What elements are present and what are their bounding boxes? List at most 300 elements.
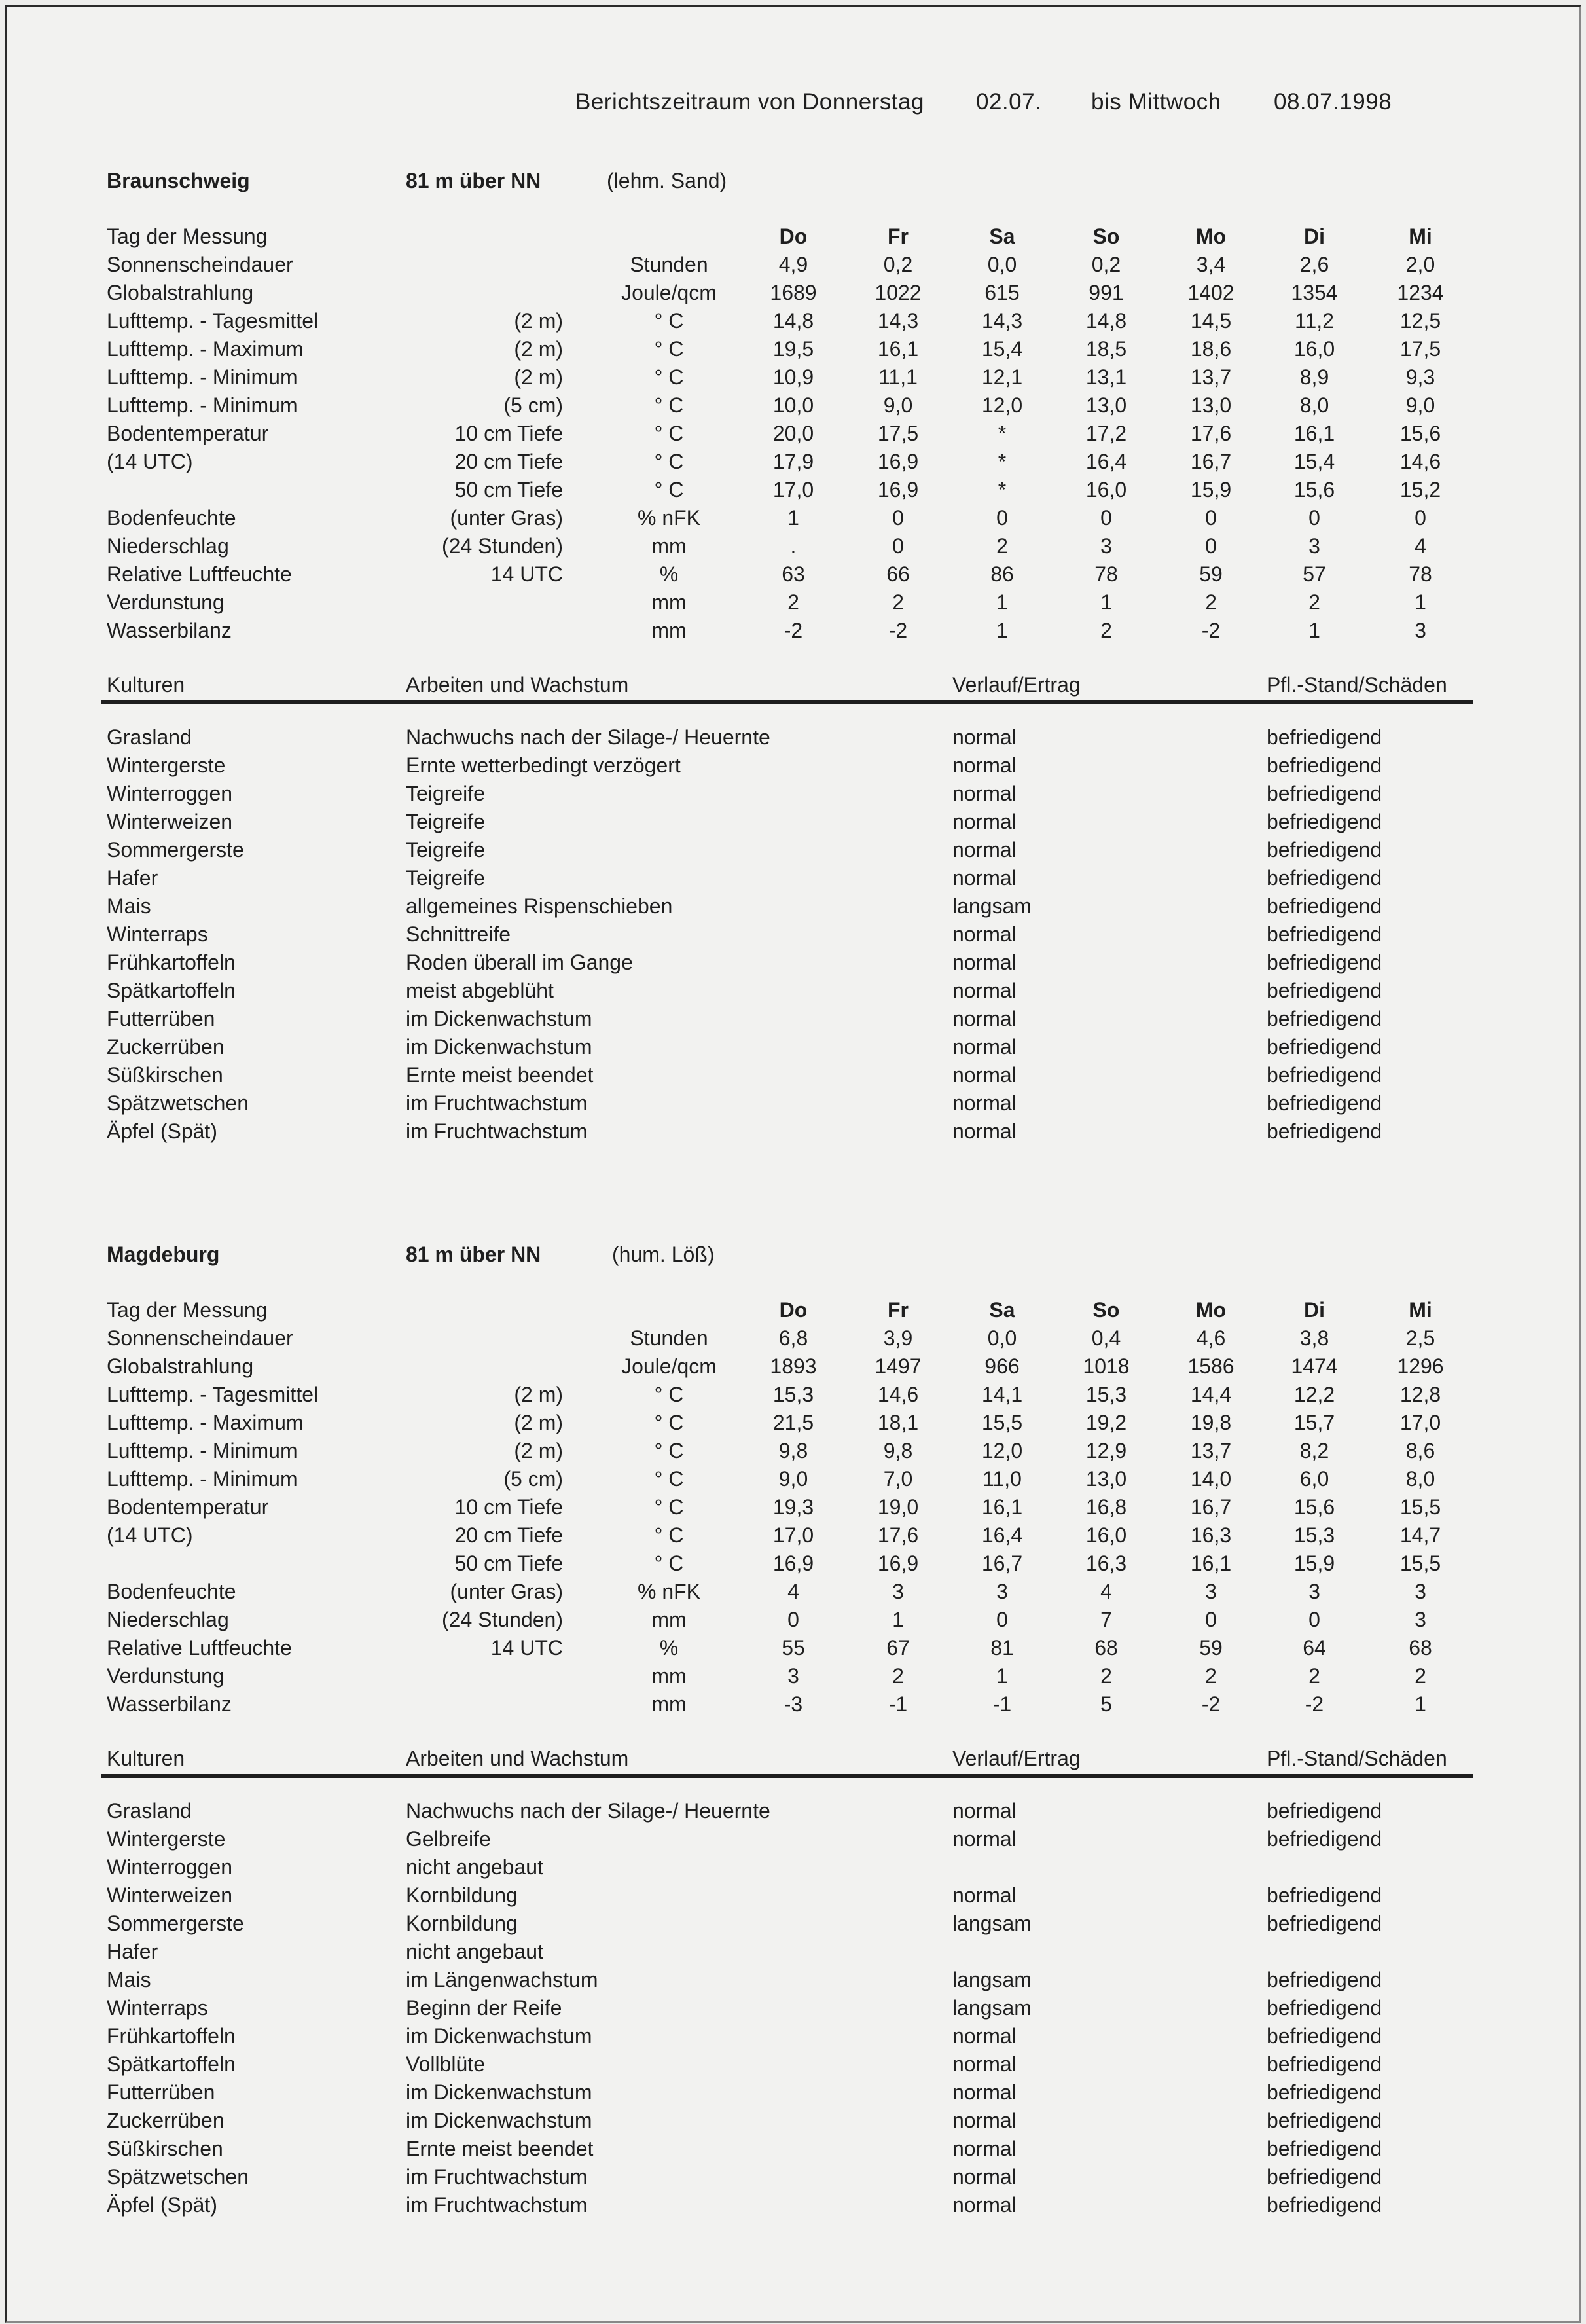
measurement-label: Lufttemp. - Minimum	[107, 1467, 298, 1491]
measurement-qualifier: (5 cm)	[503, 1467, 563, 1491]
crop-state: befriedigend	[1267, 782, 1382, 805]
measurement-value: 1	[996, 590, 1008, 614]
measurement-value: 12,2	[1293, 1383, 1335, 1406]
measurement-qualifier: (2 m)	[514, 1383, 563, 1406]
crop-work: Beginn der Reife	[406, 1996, 562, 2020]
measurement-value: -2	[1201, 619, 1221, 642]
measurement-value: 15,2	[1399, 478, 1441, 501]
days-label: Tag der Messung	[107, 1298, 268, 1322]
measurement-value: 14,8	[772, 309, 814, 333]
measurement-value: 0,0	[987, 253, 1017, 276]
measurement-unit: %	[659, 1636, 679, 1660]
measurement-value: 14,0	[1190, 1467, 1232, 1491]
measurement-value: 16,7	[1190, 450, 1232, 473]
measurement-value: 3	[1415, 619, 1426, 642]
measurement-qualifier: (2 m)	[514, 337, 563, 361]
measurement-qualifier: 20 cm Tiefe	[454, 450, 563, 473]
measurement-value: 1497	[874, 1354, 922, 1378]
measurement-value: 1	[892, 1608, 904, 1631]
measurement-value: -1	[992, 1692, 1012, 1716]
measurement-label: Bodentemperatur	[107, 1495, 269, 1519]
crop-state: befriedigend	[1267, 894, 1382, 918]
crop-progress: normal	[952, 2137, 1017, 2160]
measurement-value: 14,6	[877, 1383, 919, 1406]
measurement-value: 17,0	[772, 1523, 814, 1547]
crop-work: im Fruchtwachstum	[406, 1091, 588, 1115]
measurement-label: Lufttemp. - Minimum	[107, 1439, 298, 1462]
crop-work: im Dickenwachstum	[406, 2109, 592, 2132]
measurement-value: 15,4	[981, 337, 1023, 361]
measurement-label: (14 UTC)	[107, 1523, 193, 1547]
measurement-value: 67	[886, 1636, 910, 1660]
day-header: Sa	[989, 1298, 1015, 1322]
measurement-value: 17,9	[772, 450, 814, 473]
measurement-value: 12,0	[981, 1439, 1023, 1462]
measurement-value: 59	[1199, 562, 1223, 586]
crop-state: befriedigend	[1267, 1968, 1382, 1991]
measurement-label: Bodenfeuchte	[107, 1580, 236, 1603]
measurement-value: 0	[1308, 1608, 1320, 1631]
crop-header-rule	[101, 1774, 1473, 1778]
measurement-unit: Stunden	[630, 253, 708, 276]
measurement-value: 0	[892, 534, 904, 558]
measurement-value: 16,3	[1085, 1552, 1127, 1575]
measurement-unit: % nFK	[637, 506, 701, 530]
measurement-label: Niederschlag	[107, 1608, 229, 1631]
crop-state: befriedigend	[1267, 1996, 1382, 2020]
crop-work: im Fruchtwachstum	[406, 2193, 588, 2217]
measurement-value: 17,0	[772, 478, 814, 501]
measurement-value: 13,7	[1190, 365, 1232, 389]
day-header: Mi	[1409, 225, 1432, 248]
station-name: Braunschweig	[107, 169, 250, 192]
measurement-unit: ° C	[654, 1383, 684, 1406]
measurement-label: Bodenfeuchte	[107, 506, 236, 530]
measurement-unit: mm	[651, 619, 687, 642]
crop-name: Äpfel (Spät)	[107, 2193, 217, 2217]
measurement-value: 0,4	[1091, 1326, 1121, 1350]
measurement-value: -2	[888, 619, 908, 642]
measurement-value: 8,9	[1299, 365, 1329, 389]
crop-progress: langsam	[952, 1968, 1032, 1991]
measurement-value: 19,2	[1085, 1411, 1127, 1434]
crop-name: Zuckerrüben	[107, 1035, 225, 1059]
measurement-label: Niederschlag	[107, 534, 229, 558]
measurement-value: 11,0	[982, 1467, 1022, 1491]
measurement-value: 2	[1100, 1664, 1112, 1688]
crop-work: Nachwuchs nach der Silage-/ Heuernte	[406, 725, 770, 749]
measurement-value: 16,1	[1190, 1552, 1232, 1575]
crop-name: Winterroggen	[107, 1855, 233, 1879]
crop-state: befriedigend	[1267, 2109, 1382, 2132]
day-header: Sa	[989, 225, 1015, 248]
measurement-value: 2	[892, 1664, 904, 1688]
crop-name: Wintergerste	[107, 1827, 226, 1851]
crop-header-progress: Verlauf/Ertrag	[952, 673, 1081, 697]
days-label: Tag der Messung	[107, 225, 268, 248]
measurement-value: 63	[782, 562, 805, 586]
crop-state: befriedigend	[1267, 753, 1382, 777]
crop-name: Grasland	[107, 1799, 192, 1823]
measurement-value: 3,9	[883, 1326, 913, 1350]
measurement-value: 2,6	[1299, 253, 1329, 276]
measurement-value: 16,7	[1190, 1495, 1232, 1519]
measurement-value: 7	[1100, 1608, 1112, 1631]
measurement-unit: ° C	[654, 1552, 684, 1575]
measurement-value: -2	[1305, 1692, 1324, 1716]
crop-work: im Dickenwachstum	[406, 2080, 592, 2104]
crop-name: Futterrüben	[107, 2080, 215, 2104]
measurement-value: -2	[784, 619, 803, 642]
crop-name: Zuckerrüben	[107, 2109, 225, 2132]
crop-name: Spätzwetschen	[107, 2165, 249, 2188]
measurement-value: 0	[1308, 506, 1320, 530]
period-to-date: 08.07.1998	[1274, 89, 1392, 115]
measurement-value: 14,7	[1399, 1523, 1441, 1547]
day-header: So	[1092, 1298, 1120, 1322]
measurement-value: -1	[888, 1692, 908, 1716]
crop-state: befriedigend	[1267, 2080, 1382, 2104]
measurement-value: 1	[1415, 1692, 1426, 1716]
measurement-value: 4,9	[778, 253, 808, 276]
measurement-value: -3	[784, 1692, 803, 1716]
crop-work: im Dickenwachstum	[406, 1007, 592, 1030]
crop-work: im Längenwachstum	[406, 1968, 598, 1991]
measurement-value: 12,1	[981, 365, 1023, 389]
measurement-qualifier: (2 m)	[514, 1411, 563, 1434]
measurement-unit: Stunden	[630, 1326, 708, 1350]
measurement-unit: ° C	[654, 450, 684, 473]
measurement-value: 2	[1415, 1664, 1426, 1688]
measurement-qualifier: 50 cm Tiefe	[454, 478, 563, 501]
crop-progress: normal	[952, 782, 1017, 805]
station-altitude: 81 m über NN	[406, 169, 541, 192]
station-soil-type: (hum. Löß)	[612, 1243, 715, 1266]
measurement-unit: ° C	[654, 1495, 684, 1519]
crop-work: Schnittreife	[406, 922, 511, 946]
crop-progress: normal	[952, 922, 1017, 946]
crop-work: Kornbildung	[406, 1912, 518, 1935]
crop-name: Sommergerste	[107, 838, 244, 862]
measurement-value: 16,9	[877, 478, 919, 501]
measurement-value: 1474	[1291, 1354, 1338, 1378]
crop-progress: normal	[952, 725, 1017, 749]
measurement-value: 1	[1100, 590, 1112, 614]
crop-progress: normal	[952, 866, 1017, 890]
measurement-value: 1	[787, 506, 799, 530]
day-header: Mi	[1409, 1298, 1432, 1322]
measurement-value: 86	[990, 562, 1014, 586]
measurement-value: 9,8	[778, 1439, 808, 1462]
crop-progress: normal	[952, 1827, 1017, 1851]
crop-progress: langsam	[952, 894, 1032, 918]
measurement-value: 16,0	[1085, 1523, 1127, 1547]
measurement-value: 68	[1094, 1636, 1118, 1660]
measurement-value: 13,0	[1085, 393, 1127, 417]
measurement-value: 0	[1205, 506, 1217, 530]
measurement-unit: ° C	[654, 1411, 684, 1434]
measurement-value: 0	[787, 1608, 799, 1631]
measurement-value: 17,2	[1085, 422, 1127, 445]
measurement-value: 0	[1415, 506, 1426, 530]
crop-name: Winterweizen	[107, 810, 233, 833]
crop-state: befriedigend	[1267, 1827, 1382, 1851]
crop-work: im Fruchtwachstum	[406, 2165, 588, 2188]
measurement-label: Verdunstung	[107, 590, 225, 614]
measurement-value: 15,5	[1399, 1552, 1441, 1575]
crop-work: im Fruchtwachstum	[406, 1119, 588, 1143]
crop-state: befriedigend	[1267, 810, 1382, 833]
measurement-value: 2	[892, 590, 904, 614]
crop-name: Hafer	[107, 1940, 158, 1963]
measurement-value: 0,0	[987, 1326, 1017, 1350]
measurement-value: 4	[1415, 534, 1426, 558]
measurement-value: 4	[1100, 1580, 1112, 1603]
measurement-value: 12,0	[981, 393, 1023, 417]
crop-work: Vollblüte	[406, 2052, 485, 2076]
measurement-label: Globalstrahlung	[107, 1354, 254, 1378]
crop-work: nicht angebaut	[406, 1940, 543, 1963]
measurement-value: 9,3	[1405, 365, 1435, 389]
crop-header-crop: Kulturen	[107, 673, 185, 697]
crop-progress: langsam	[952, 1996, 1032, 2020]
day-header: Fr	[888, 1298, 909, 1322]
measurement-unit: ° C	[654, 1439, 684, 1462]
measurement-value: 16,1	[877, 337, 919, 361]
measurement-value: 8,0	[1299, 393, 1329, 417]
measurement-value: 0	[892, 506, 904, 530]
measurement-value: 18,6	[1190, 337, 1232, 361]
measurement-value: 15,9	[1190, 478, 1232, 501]
measurement-value: 4,6	[1196, 1326, 1226, 1350]
crop-header-work: Arbeiten und Wachstum	[406, 1747, 629, 1770]
crop-work: Teigreife	[406, 866, 485, 890]
crop-progress: normal	[952, 2024, 1017, 2048]
measurement-unit: ° C	[654, 1523, 684, 1547]
measurement-value: 0,2	[883, 253, 913, 276]
crop-progress: langsam	[952, 1912, 1032, 1935]
measurement-value: 14,3	[877, 309, 919, 333]
measurement-label: Lufttemp. - Maximum	[107, 337, 304, 361]
crop-state: befriedigend	[1267, 951, 1382, 974]
crop-name: Hafer	[107, 866, 158, 890]
measurement-value: 10,9	[772, 365, 814, 389]
measurement-value: 14,3	[981, 309, 1023, 333]
measurement-value: -2	[1201, 1692, 1221, 1716]
crop-state: befriedigend	[1267, 866, 1382, 890]
measurement-unit: ° C	[654, 365, 684, 389]
crop-work: Kornbildung	[406, 1883, 518, 1907]
measurement-value: 3	[787, 1664, 799, 1688]
crop-work: Ernte wetterbedingt verzögert	[406, 753, 681, 777]
measurement-value: 16,3	[1190, 1523, 1232, 1547]
crop-progress: normal	[952, 979, 1017, 1002]
measurement-value: 1022	[874, 281, 922, 304]
measurement-value: 16,7	[981, 1552, 1023, 1575]
measurement-value: 12,9	[1085, 1439, 1127, 1462]
measurement-value: 2	[996, 534, 1008, 558]
measurement-value: 15,6	[1293, 1495, 1335, 1519]
measurement-value: 2,0	[1405, 253, 1435, 276]
measurement-value: 2	[1205, 590, 1217, 614]
measurement-value: 2	[1205, 1664, 1217, 1688]
measurement-value: 17,0	[1399, 1411, 1441, 1434]
measurement-label: (14 UTC)	[107, 450, 193, 473]
measurement-qualifier: (24 Stunden)	[441, 534, 563, 558]
measurement-qualifier: 10 cm Tiefe	[454, 422, 563, 445]
measurement-value: 3	[1308, 534, 1320, 558]
measurement-value: 17,6	[1190, 422, 1232, 445]
crop-state: befriedigend	[1267, 838, 1382, 862]
measurement-value: 3	[1205, 1580, 1217, 1603]
crop-state: befriedigend	[1267, 1035, 1382, 1059]
measurement-unit: mm	[651, 534, 687, 558]
measurement-unit: mm	[651, 1664, 687, 1688]
measurement-value: 3,8	[1299, 1326, 1329, 1350]
measurement-unit: ° C	[654, 393, 684, 417]
measurement-value: 9,0	[778, 1467, 808, 1491]
measurement-value: 1	[1308, 619, 1320, 642]
measurement-value: 21,5	[772, 1411, 814, 1434]
measurement-label: Verdunstung	[107, 1664, 225, 1688]
crop-header-state: Pfl.-Stand/Schäden	[1267, 1747, 1447, 1770]
crop-header-progress: Verlauf/Ertrag	[952, 1747, 1081, 1770]
measurement-value: 15,7	[1293, 1411, 1335, 1434]
measurement-value: 68	[1409, 1636, 1432, 1660]
measurement-value: 0	[1205, 1608, 1217, 1631]
crop-work: Teigreife	[406, 838, 485, 862]
measurement-value: 66	[886, 562, 910, 586]
crop-header-rule	[101, 700, 1473, 704]
measurement-value: 18,1	[877, 1411, 919, 1434]
measurement-value: 15,5	[981, 1411, 1023, 1434]
crop-name: Mais	[107, 1968, 151, 1991]
crop-header-crop: Kulturen	[107, 1747, 185, 1770]
measurement-label: Wasserbilanz	[107, 619, 232, 642]
measurement-value: 2	[787, 590, 799, 614]
measurement-value: 14,1	[981, 1383, 1023, 1406]
measurement-value: 3,4	[1196, 253, 1226, 276]
measurement-value: 55	[782, 1636, 805, 1660]
crop-work: Roden überall im Gange	[406, 951, 633, 974]
measurement-value: 8,2	[1299, 1439, 1329, 1462]
crop-state: befriedigend	[1267, 2165, 1382, 2188]
crop-state: befriedigend	[1267, 2137, 1382, 2160]
measurement-value: 15,4	[1293, 450, 1335, 473]
crop-work: Ernte meist beendet	[406, 1063, 594, 1087]
crop-state: befriedigend	[1267, 1883, 1382, 1907]
measurement-value: 5	[1100, 1692, 1112, 1716]
measurement-value: 78	[1409, 562, 1432, 586]
crop-progress: normal	[952, 753, 1017, 777]
measurement-value: 2	[1308, 590, 1320, 614]
crop-progress: normal	[952, 2080, 1017, 2104]
measurement-value: 16,1	[981, 1495, 1023, 1519]
measurement-qualifier: (24 Stunden)	[441, 1608, 563, 1631]
measurement-value: 8,0	[1405, 1467, 1435, 1491]
station-name: Magdeburg	[107, 1243, 220, 1266]
day-header: Mo	[1195, 225, 1227, 248]
day-header: Fr	[888, 225, 909, 248]
measurement-label: Sonnenscheindauer	[107, 1326, 293, 1350]
measurement-label: Lufttemp. - Tagesmittel	[107, 309, 319, 333]
measurement-value: 3	[996, 1580, 1008, 1603]
measurement-value: *	[998, 450, 1007, 473]
measurement-value: 16,9	[877, 1552, 919, 1575]
measurement-label: Lufttemp. - Minimum	[107, 393, 298, 417]
measurement-value: 16,0	[1293, 337, 1335, 361]
measurement-value: 1234	[1397, 281, 1444, 304]
measurement-value: 3	[1308, 1580, 1320, 1603]
measurement-value: 3	[892, 1580, 904, 1603]
measurement-value: 0	[996, 506, 1008, 530]
measurement-unit: mm	[651, 590, 687, 614]
measurement-value: 1354	[1291, 281, 1338, 304]
measurement-label: Sonnenscheindauer	[107, 253, 293, 276]
crop-name: Winterraps	[107, 1996, 208, 2020]
measurement-value: *	[998, 422, 1007, 445]
measurement-value: 16,0	[1085, 478, 1127, 501]
measurement-qualifier: (unter Gras)	[450, 1580, 563, 1603]
crop-name: Sommergerste	[107, 1912, 244, 1935]
measurement-value: 4	[787, 1580, 799, 1603]
measurement-value: 19,5	[772, 337, 814, 361]
measurement-qualifier: (5 cm)	[503, 393, 563, 417]
measurement-value: 991	[1089, 281, 1124, 304]
measurement-value: 966	[984, 1354, 1020, 1378]
measurement-unit: mm	[651, 1692, 687, 1716]
crop-progress: normal	[952, 1035, 1017, 1059]
crop-work: im Dickenwachstum	[406, 2024, 592, 2048]
crop-progress: normal	[952, 1063, 1017, 1087]
crop-name: Futterrüben	[107, 1007, 215, 1030]
measurement-value: 59	[1199, 1636, 1223, 1660]
crop-name: Süßkirschen	[107, 2137, 223, 2160]
crop-progress: normal	[952, 2165, 1017, 2188]
measurement-value: 19,0	[877, 1495, 919, 1519]
measurement-unit: ° C	[654, 1467, 684, 1491]
crop-progress: normal	[952, 951, 1017, 974]
day-header: Di	[1304, 1298, 1325, 1322]
crop-state: befriedigend	[1267, 922, 1382, 946]
crop-name: Frühkartoffeln	[107, 951, 236, 974]
measurement-label: Relative Luftfeuchte	[107, 562, 292, 586]
measurement-value: 0,2	[1091, 253, 1121, 276]
crop-name: Winterroggen	[107, 782, 233, 805]
crop-state: befriedigend	[1267, 1063, 1382, 1087]
measurement-value: 1586	[1187, 1354, 1235, 1378]
day-header: Do	[779, 1298, 808, 1322]
measurement-unit: Joule/qcm	[621, 281, 717, 304]
measurement-value: 15,6	[1293, 478, 1335, 501]
day-header: So	[1092, 225, 1120, 248]
measurement-value: 14,6	[1399, 450, 1441, 473]
measurement-value: 3	[1415, 1608, 1426, 1631]
measurement-value: 14,8	[1085, 309, 1127, 333]
measurement-value: 78	[1094, 562, 1118, 586]
crop-state: befriedigend	[1267, 2052, 1382, 2076]
measurement-value: *	[998, 478, 1007, 501]
measurement-label: Wasserbilanz	[107, 1692, 232, 1716]
crop-progress: normal	[952, 2193, 1017, 2217]
measurement-value: 64	[1303, 1636, 1326, 1660]
crop-work: allgemeines Rispenschieben	[406, 894, 673, 918]
measurement-value: 14,4	[1190, 1383, 1232, 1406]
measurement-value: 16,8	[1085, 1495, 1127, 1519]
measurement-label: Lufttemp. - Tagesmittel	[107, 1383, 319, 1406]
crop-state: befriedigend	[1267, 1912, 1382, 1935]
measurement-value: 1018	[1083, 1354, 1130, 1378]
